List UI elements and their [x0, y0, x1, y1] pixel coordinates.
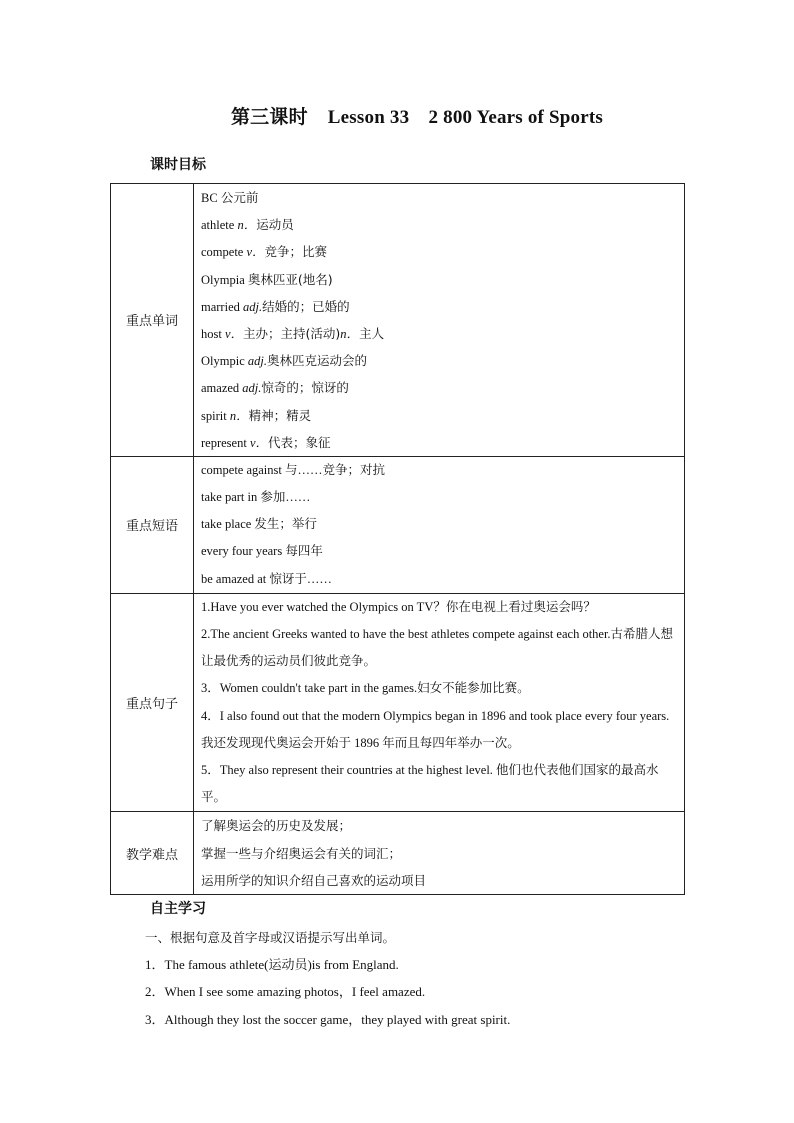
vocab-item: compete v．竞争；比赛: [201, 244, 328, 260]
difficulties-label: 教学难点: [111, 812, 194, 895]
lesson-goals-table: [110, 183, 685, 895]
exercise-instruction: 一、根据句意及首字母或汉语提示写出单词。: [145, 930, 396, 945]
phrase-item: compete against 与……竞争；对抗: [201, 462, 385, 477]
exercise-item: 1．The famous athlete(运动员)is from England.: [145, 957, 399, 973]
page-title: [0, 102, 794, 129]
phrase-item: every four years 每四年: [201, 544, 323, 559]
phrases-row: [111, 456, 685, 593]
sentences-list: [194, 593, 685, 812]
vocab-item: married adj.结婚的；已婚的: [201, 298, 350, 314]
vocab-item: Olympia 奥林匹亚(地名): [201, 271, 333, 287]
difficulty-item: 运用所学的知识介绍自己喜欢的运动项目: [201, 872, 427, 888]
phrases-list: [194, 456, 685, 593]
difficulty-item: 了解奥运会的历史及发展；: [201, 818, 352, 834]
vocab-item: host v．主办；主持(活动)n．主人: [201, 325, 385, 341]
sentences-label: 重点句子: [111, 593, 194, 812]
goals-heading: 课时目标: [150, 157, 206, 173]
vocab-label: 重点单词: [111, 184, 194, 457]
lesson-name: Lesson 33 2 800 Years of Sports: [327, 107, 603, 128]
phrase-item: take part in 参加……: [201, 490, 311, 505]
sentence-item: 3．Women couldn't take part in the games.妇女不能参加比赛。: [201, 681, 530, 696]
phrase-item: take place 发生；举行: [201, 517, 317, 532]
sentence-item: 5．They also represent their countries at the highest level. 他们也代表他们国家的最高水平。: [201, 763, 659, 805]
difficulties-list: [194, 812, 685, 895]
sentence-item: 2.The ancient Greeks wanted to have the best athletes compete against each other.古希腊人想让最优秀的运动员们彼此竞争。: [201, 627, 674, 669]
vocab-item: spirit n．精神；精灵: [201, 407, 312, 423]
difficulty-item: 掌握一些与介绍奥运会有关的词汇；: [201, 845, 402, 861]
vocab-item: BC 公元前: [201, 190, 259, 205]
vocab-item: represent v．代表；象征: [201, 434, 331, 450]
vocab-list: [194, 184, 685, 457]
sentences-row: [111, 593, 685, 812]
sentence-item: 4．I also found out that the modern Olympics began in 1896 and took place every four years.我还发现现代奥运会开始于 1896 年而且每四年举办一次。: [201, 708, 670, 750]
exercise-item: 2．When I see some amazing photos，I feel amazed.: [145, 984, 426, 1000]
vocab-item: Olympic adj.奥林匹克运动会的: [201, 353, 367, 369]
vocab-item: amazed adj.惊奇的；惊讶的: [201, 380, 349, 396]
vocab-item: athlete n．运动员: [201, 217, 294, 233]
sentence-item: 1.Have you ever watched the Olympics on TV？你在电视上看过奥运会吗？: [201, 599, 596, 614]
lesson-number: 第三课时: [230, 107, 308, 128]
vocab-row: [111, 184, 685, 457]
self-study-section: [145, 924, 705, 1033]
phrases-label: 重点短语: [111, 456, 194, 593]
exercise-item: 3．Although they lost the soccer game，they played with great spirit.: [145, 1011, 511, 1027]
difficulties-row: [111, 812, 685, 895]
phrase-item: be amazed at 惊讶于……: [201, 571, 332, 586]
self-study-heading: 自主学习: [150, 901, 206, 917]
